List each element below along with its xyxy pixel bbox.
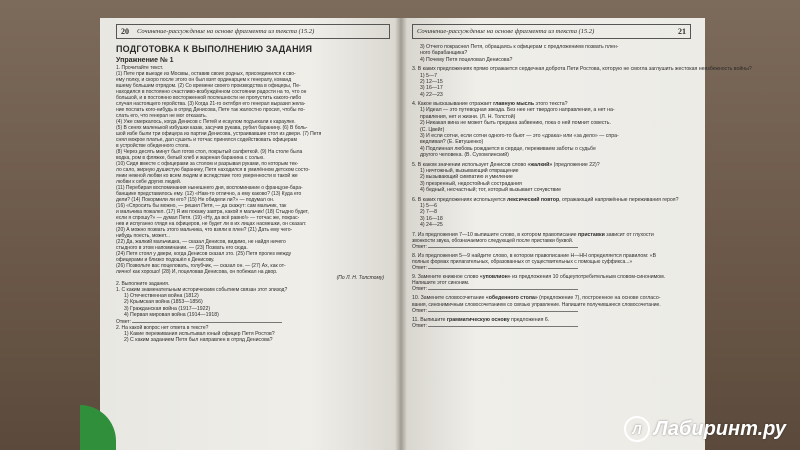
answer-option: 2) Никакая вина не может быть предана забвению, пока о ней помнит совесть.: [420, 120, 611, 127]
text-line: ло сало, жирную душистую баранину, Петя находился в умилённом детском состо-: [116, 167, 310, 173]
answer-option: 4) 24—25: [420, 222, 443, 229]
answer-option: (С. Цвейг): [420, 126, 445, 133]
answer-option: 1) Какие переживания испытывал юный офицер Петя Ростов?: [124, 330, 275, 337]
text-line: если я спрошу?» — думал Петя. (19) «Ну, да всё равно!» — тотчас же, покрас-: [116, 215, 300, 221]
labirint-logo-icon: Л: [624, 416, 650, 442]
answer-line: Ответ:: [412, 308, 691, 314]
text-line: шой избе были три офицера из партии Денисова, устраивавшие стол из двери. (7) Петя: [116, 131, 322, 137]
question-9: 9. Замените книжное слово «уповлион» из предложения 10 общеупотребительным словом-синонимом.: [412, 274, 666, 281]
text-line: янии нежной любви ко всем людям и вследствие того уверенности в такой же: [116, 173, 298, 179]
answer-line: Ответ:: [116, 319, 390, 325]
author-credit: (По Л. Н. Толстому): [336, 275, 384, 281]
text-line: находился в постоянно счастливо-возбуждённом состоянии радости на то, что он: [116, 89, 307, 95]
answer-option: 4) 22—23: [420, 91, 443, 98]
text-paragraphs: [116, 71, 390, 275]
text-line: банщике представилось ему. (12) «Нам-то отлично, а ему каково? (13) Куда его: [116, 191, 302, 197]
question-2-options: [116, 331, 390, 344]
text-line: (10) Сидя вместе с офицерами за столом и разрывая руками, по которым тек-: [116, 161, 299, 167]
answer-option: ного барабанщика?: [420, 50, 468, 57]
answer-option: 4) бедный, несчастный; тот, который вызывает сочувствие: [420, 187, 562, 194]
text-line: снял мокрое платье, дал сушить и тотчас принялся содействовать офицерам: [116, 137, 297, 143]
watermark-text: Лабиринт.ру: [653, 417, 786, 440]
text-line: (26) Позвольте вас поцеловать, голубчик, — сказал он. — (27) Ах, как от-: [116, 263, 286, 269]
page-number: 21: [678, 27, 686, 36]
text-line: любви к себе других людей.: [116, 179, 182, 185]
text-line: стыдного в этом напоминании. — (23) Позвать его сюда.: [116, 245, 248, 251]
text-line: офицерами и близко подошёл к Денисову.: [116, 257, 215, 263]
answer-option: 3) И если сотни, если сотни одного-то бьют — это «драка» или «за дело» — спра-: [420, 133, 619, 140]
text-line: дели? (14) Покормили ли его? (15) Не обидели ли?» — подумал он.: [116, 197, 275, 203]
text-line: (22) Да, жалкий мальчишка, — сказал Денисов, видимо, не найдя ничего: [116, 239, 286, 245]
text-line: (8) Через десять минут был готов стол, покрытый салфеткой. (9) На столе была: [116, 149, 303, 155]
answer-option: другого человека. (В. Сухомлинский): [420, 152, 509, 159]
question-1: 1. С каким знаменательным историческим событием связан этот эпизод?: [116, 287, 288, 293]
question-8: 8. Из предложения 5—9 найдите слово, в котором правописание Н—НН определяется правилом: «В: [412, 252, 657, 259]
running-head-text: Сочинение-рассуждение на основе фрагмента из текста (15.2): [417, 28, 595, 35]
question-2: 2. На какой вопрос нет ответа в тексте?: [116, 324, 209, 331]
answer-option: 3) 16—18: [420, 215, 443, 222]
question-8-continued: полных формах прилагательных, образованных от существительных с помощью суффикса...»: [412, 259, 633, 266]
answer-line: Ответ:: [412, 244, 691, 250]
text-line: случая настоящего геройства. (3) Когда 21-го октября его генерал выразил жела-: [116, 101, 306, 107]
text-line: (5) В сенях маленькой избушки казак, засучив рукава, рубил баранину. (6) В боль-: [116, 125, 308, 131]
question-7-continued: звонкости звука, обозначаемого следующей после приставки буквой.: [412, 237, 574, 244]
question-5-options: [412, 168, 691, 194]
answer-option: 1) Отечественная война (1812): [124, 293, 199, 299]
answer-option: 3) Отчего покраснел Петя, обращаясь к офицерам с предложением позвать плен-: [420, 44, 619, 50]
question-5: 5. В каком значении использует Денисов слово «жалкий» (предложение 22)?: [412, 161, 600, 168]
answer-option: 1) Идеал — это путеводная звезда. Без нее нет твердого направления, а нет на-: [420, 107, 615, 114]
question-10: 10. Замените словосочетание «обеденного стола» (предложение 7), построенное на основе согласо-: [412, 295, 661, 302]
answer-option: 1) 5—6: [420, 202, 438, 209]
question-9-continued: Напишите этот синоним.: [412, 280, 470, 287]
answer-line: Ответ:: [412, 286, 691, 292]
section-title: ПОДГОТОВКА К ВЫПОЛНЕНИЮ ЗАДАНИЯ: [116, 44, 313, 54]
labirint-watermark: [624, 416, 786, 442]
text-line: слать его, что генерал не мог отказать.: [116, 113, 207, 119]
text-line: (24) Петя стоял у двери, когда Денисов сказал это. (25) Петя пролез между: [116, 251, 292, 257]
answer-option: правления, нет и жизни. (Л. Н. Толстой): [420, 113, 516, 120]
answer-option: 3) Гражданская война (1917—1922): [124, 305, 211, 312]
book-gutter: [395, 18, 407, 450]
answer-option: ведливая? (Е. Евтушенко): [420, 139, 484, 146]
question-4: 4. Какое высказывание отражает главную мысль этого текста?: [412, 101, 568, 108]
text-line: вшему большим отрядом. (2) Со времени своего производства в офицеры, Пе-: [116, 83, 301, 89]
left-running-head: [116, 24, 390, 39]
answer-option: 2) 7—8: [420, 209, 438, 216]
question-4-options: [412, 107, 691, 158]
page-number: 20: [121, 27, 129, 36]
question-10-continued: вания, синонимичным словосочетанием со связью управление. Напишите получившееся словосочетание.: [412, 301, 661, 308]
text-line: ние послать кого-нибудь в отряд Денисова, Пете так жалостно просил, чтобы по-: [116, 107, 305, 113]
answer-option: 2) вызывающий симпатию и умиление: [420, 174, 513, 181]
answer-option: 3) презренный, недостойный сострадания: [420, 180, 522, 187]
answer-option: 2) Крымская война (1853—1856): [124, 299, 203, 306]
question-6-options: [412, 203, 691, 229]
text-line: (11) Перебирая воспоминания нынешнего дня, воспоминание о французе-бара-: [116, 185, 303, 191]
answer-option: 4) Первая мировая война (1914—1918): [124, 312, 219, 319]
question-6: 6. В каких предложениях используется лексический повтор, отражающий напряжённые переживания героя?: [412, 196, 679, 203]
text-line: нев и испуганно глядя на офицеров, не будет ли в их лицах насмешки, он сказал:: [116, 221, 307, 227]
question-7: 7. Из предложения 7—10 выпишите слово, в котором правописание приставки зависит от глухости: [412, 231, 654, 238]
question-1-options: [116, 293, 390, 319]
question-3: 3. В каких предложениях прямо отражается сердечная доброта Пети Ростова, которую не смогла заглушить жестокая неизбежность войны?: [412, 66, 752, 73]
answer-option: 2) 12—15: [420, 78, 443, 85]
text-line: водка, ром в фляжке, белый хлеб и жареная баранина с солью.: [116, 155, 265, 161]
exercise-title: Упражнение № 1: [116, 57, 174, 64]
task-header: 2. Выполните задания.: [116, 281, 170, 287]
answer-option: 4) Почему Петя поцеловал Денисова?: [420, 56, 513, 63]
answer-option: 3) 16—17: [420, 85, 443, 92]
question-11: 11. Выпишите грамматическую основу предложения 6.: [412, 316, 550, 323]
text-line: ему полку, и скоро после этого он был взят ординарцем к генералу, команд: [116, 77, 292, 83]
text-line: большой, и в постоянно восторженной поспешности не пропустить какого-либо: [116, 95, 302, 101]
answer-option: 2) С каким заданием Петя был направлен в отряд Денисова?: [124, 337, 273, 344]
text-line: (16) «Спросить бы можно, — решил Петя, — да скажут: сам мальчик, так: [116, 203, 287, 209]
instruction: 1. Прочитайте текст.: [116, 65, 164, 71]
text-line: (20) А можно позвать этого мальчика, что взяли в плен? (21) Дать ему чего-: [116, 227, 293, 233]
text-line: (1) Пете при выезде из Москвы, оставив своих родных, присоединился к сво-: [116, 71, 296, 77]
text-line: и мальчика пожалел. (17) Я им покажу завтра, какой я мальчик! (18) Стыдно будет,: [116, 209, 309, 215]
answer-option: 4) Подлинная любовь рождается в сердце, переживаем заботы о судьбе: [420, 145, 596, 152]
left-page: [100, 18, 400, 450]
answer-option: 1) ничтожный, вызывающий отвращение: [420, 167, 519, 174]
right-running-head: [412, 24, 691, 39]
text-line: нибудь поесть, может...: [116, 233, 171, 239]
answer-line: Ответ:: [412, 265, 691, 271]
answer-line: Ответ:: [412, 323, 691, 329]
answer-option: 1) 5—7: [420, 72, 438, 79]
continued-options: [412, 44, 691, 63]
text-line: (4) Уже смеркалось, когда Денисов с Петей и есаулом подъехали к караулке.: [116, 119, 296, 125]
text-line: в устройстве обеденного стола.: [116, 143, 190, 149]
question-3-options: [412, 73, 691, 99]
text-line: лично! как хорошо! (28) И, поцеловав Денисова, он побежал на двор.: [116, 269, 278, 275]
running-head-text: Сочинение-рассуждение на основе фрагмента из текста (15.2): [137, 28, 315, 35]
